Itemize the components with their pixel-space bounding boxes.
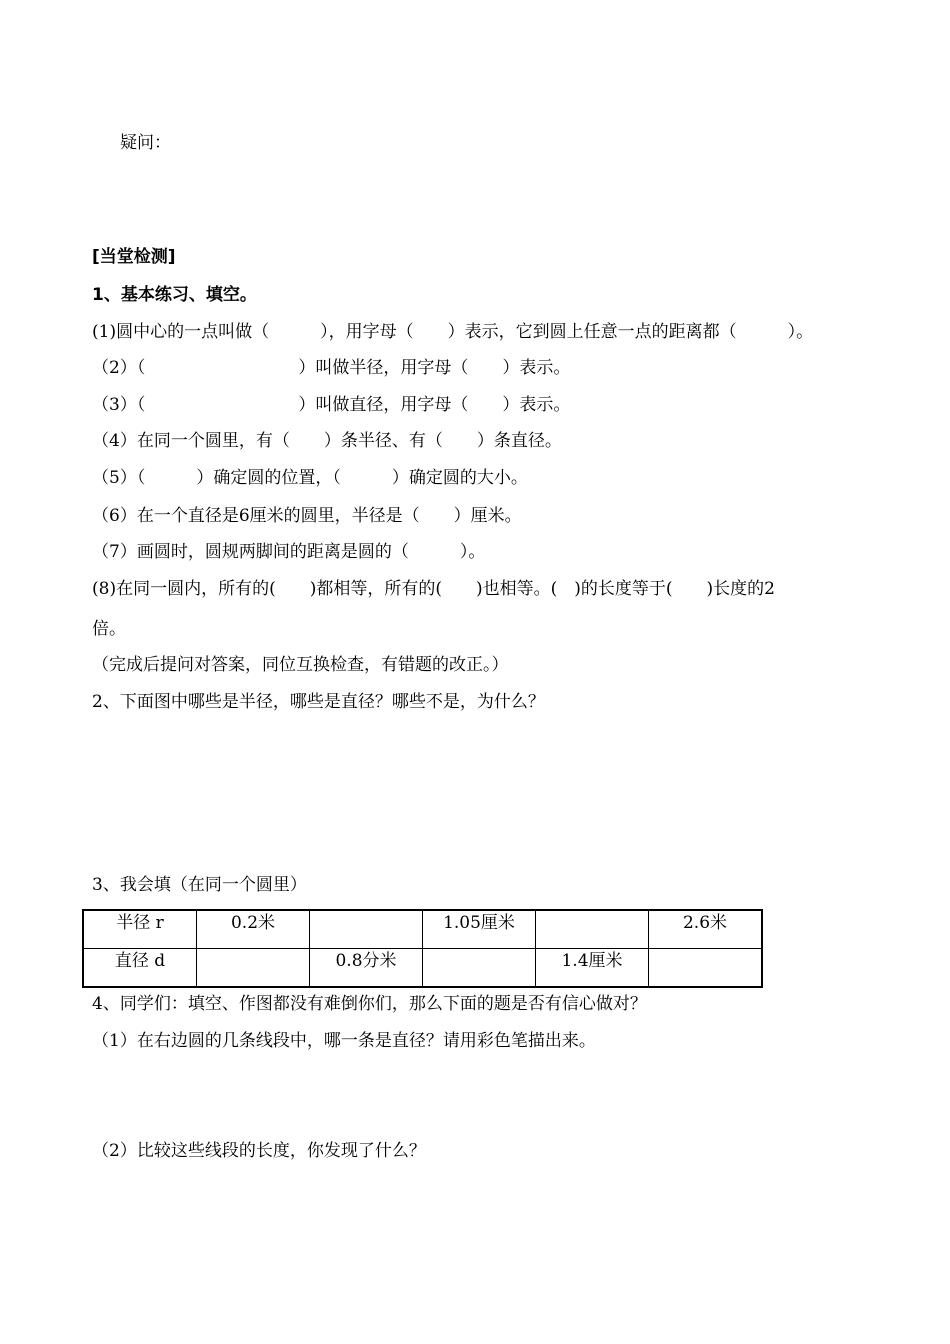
q4-item-2: （2）比较这些线段的长度，你发现了什么？ [92,1141,426,1161]
q1-item-5: （5）（ ）确定圆的位置，（ ）确定圆的大小。 [92,468,528,488]
section-title: [当堂检测] [92,247,176,267]
q1-item-3: （3）（ ）叫做直径，用字母（ ）表示。 [92,395,571,415]
q3-title: 3、我会填（在同一个圆里） [92,875,307,895]
q1-item-2: （2）（ ）叫做半径，用字母（ ）表示。 [92,358,571,378]
table-cell: 2.6米 [649,910,763,949]
q1-item-8-cont: 倍。 [92,619,126,639]
table-cell: 直径 d [83,949,197,988]
q1-note: （完成后提问对答案，同位互换检查，有错题的改正。） [92,655,509,675]
radius-diameter-table [82,909,763,988]
table-cell [423,949,536,988]
q1-item-1: (1)圆中心的一点叫做（ ），用字母（ ）表示，它到圆上任意一点的距离都（ ）。 [92,322,814,342]
q1-item-6: （6）在一个直径是6厘米的圆里，半径是（ ）厘米。 [92,506,522,526]
table-row-diameter [83,949,762,988]
table-cell [197,949,310,988]
table-cell: 0.2米 [197,910,310,949]
table-cell: 1.05厘米 [423,910,536,949]
table-cell: 0.8分米 [310,949,423,988]
q4-item-1: （1）在右边圆的几条线段中，哪一条是直径？请用彩色笔描出来。 [92,1031,596,1051]
table-cell [649,949,763,988]
table-cell [536,910,649,949]
q4-title: 4、同学们：填空、作图都没有难倒你们，那么下面的题是否有信心做对？ [92,994,647,1014]
table-cell: 半径 r [83,910,197,949]
q2-title: 2、下面图中哪些是半径，哪些是直径？哪些不是，为什么？ [92,692,545,712]
table-row-radius [83,910,762,949]
q1-title: 1、基本练习、填空。 [92,285,257,305]
table-cell: 1.4厘米 [536,949,649,988]
q1-item-4: （4）在同一个圆里，有（ ）条半径、有（ ）条直径。 [92,431,562,451]
table-cell [310,910,423,949]
q1-item-8: (8)在同一圆内，所有的( )都相等，所有的( )也相等。( )的长度等于( )长度的2 [92,579,775,599]
questions-label: 疑问： [120,133,171,153]
q1-item-7: （7）画圆时，圆规两脚间的距离是圆的（ ）。 [92,542,486,562]
